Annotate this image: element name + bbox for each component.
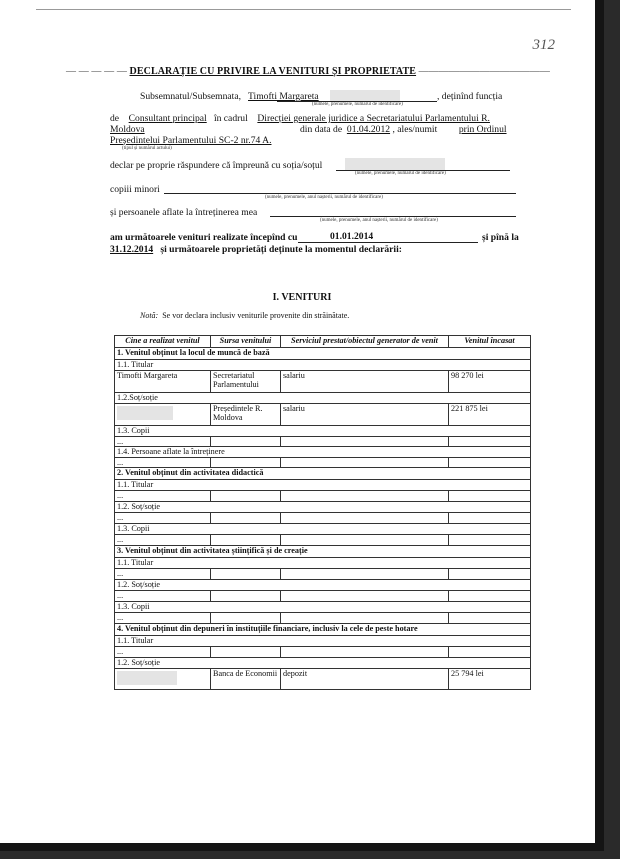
section-row: 4. Venitul obținut din depuneri în instituțiile financiare, inclusiv la cele de peste hotare bbox=[115, 624, 531, 636]
appointment-act: Președintelui Parlamentului SC-2 nr.74 A. bbox=[110, 135, 272, 146]
institution-value: Direcției generale juridice a Secretariatului Parlamentului R. bbox=[257, 113, 490, 124]
table-row: Președintele R. Moldova salariu 221 875 lei bbox=[115, 404, 531, 426]
appointment-line: Moldova bbox=[110, 124, 145, 135]
section-row: 3. Venitul obținut din activitatea științifică și de creație bbox=[115, 546, 531, 558]
position-value: Consultant principal bbox=[128, 113, 207, 124]
appointment-date: 01.04.2012 bbox=[346, 124, 391, 135]
redacted-name bbox=[117, 406, 173, 420]
period-to: 31.12.2014 bbox=[110, 244, 154, 255]
handwritten-page-number: 312 bbox=[532, 37, 555, 53]
section-row: 1. Venitul obținut la locul de muncă de bază bbox=[115, 348, 531, 360]
table-row: Timofti Margareta Secretariatul Parlamentului salariu 98 270 lei bbox=[115, 371, 531, 393]
section-row: 2. Venitul obținut din activitatea didactică bbox=[115, 468, 531, 480]
redacted-id bbox=[330, 90, 400, 101]
section-title: I. VENITURI bbox=[272, 292, 332, 303]
page-top-border bbox=[36, 9, 571, 10]
redacted-name bbox=[117, 671, 177, 685]
position-line: de Consultant principal în cadrul Direcției generale juridice a Secretariatului Parlamentului R. bbox=[110, 113, 490, 124]
table-header-row: Cine a realizat venitul Sursa venitului Serviciul prestat/obiectul generator de venit Venitul încasat bbox=[115, 336, 531, 348]
document-title: — — — — — DECLARAȚIE CU PRIVIRE LA VENITURI ȘI PROPRIETATE ————————————— bbox=[66, 66, 550, 77]
document-page: 312 — — — — — DECLARAȚIE CU PRIVIRE LA VENITURI ȘI PROPRIETATE ————————————— Subsemnatul/Subsemnata, Timofti Margareta , deținînd funcția (numele, prenumele, numărul de identificare) de Consultant principal în cadrul Direcției generale juridice a Secretariatului Parlamentului R. Moldova din data de 01.04.2012 , ales/numit prin Ordinul Președintelui Parlamentului SC-2 nr.74 A. (tipul și numărul actului) declar pe proprie răspundere că împreună cu soția/soțul (numele, prenumele, numărul de identificare) copiii minori (numele, prenumele, anul nașterii, numărul de identificare) și persoanele aflate la întreținerea mea (numele, prenumele, anul nașterii, numărul de identificare) am următoarele venituri realizate începînd cu 01.01.2014 și pînă la 31.12.2014 și următoarele proprietăți deținute la momentul declarării: I. VENITURI Notă: Se vor declara inclusiv veniturile provenite din străinătate. Cine a realizat venitul Sursa venitului Serviciul prestat/obiectul generator de venit Venitul încasat 1. Venitul obținut la locul de muncă de bază 1.1. Titular Timofti Margareta Secretariatul Parlamentului salariu 98 270 lei 1.2.Soț/soție Președintele R. Moldova salariu 221 875 lei 1.3. Copii ... 1.4. Persoane aflate la întreținere ... 2. Venitul obținut din activitatea didactică 1.1. Titular ... 1.2. Soț/soție ... 1.3. Copii ... 3. Venitul obținut din activitatea științifică și de creație 1.1. Titular ... 1.2. Soț/soție ... 1.3. Copii ... 4. Venitul obținut din depuneri în instituțiile financiare, inclusiv la cele de peste hotare 1.1. Titular ... 1.2. Soț/soție Banca de Economii depozit 25 794 lei bbox=[0, 0, 604, 851]
declarant-name: Timofti Margareta bbox=[248, 91, 319, 102]
redacted-spouse bbox=[345, 158, 445, 170]
income-table: Cine a realizat venitul Sursa venitului Serviciul prestat/obiectul generator de venit Venitul încasat 1. Venitul obținut la locul de muncă de bază 1.1. Titular Timofti Margareta Secretariatul Parlamentului salariu 98 270 lei 1.2.Soț/soție Președintele R. Moldova salariu 221 875 lei 1.3. Copii ... 1.4. Persoane aflate la întreținere ... 2. Venitul obținut din activitatea didactică 1.1. Titular ... 1.2. Soț/soție ... 1.3. Copii ... 3. Venitul obținut din activitatea științifică și de creație 1.1. Titular ... 1.2. Soț/soție ... 1.3. Copii ... 4. Venitul obținut din depuneri în instituțiile financiare, inclusiv la cele de peste hotare 1.1. Titular ... 1.2. Soț/soție Banca de Economii depozit 25 794 lei bbox=[114, 335, 531, 690]
nota: Notă: Se vor declara inclusiv veniturile provenite din străinătate. bbox=[140, 311, 350, 320]
declarant-line: Subsemnatul/Subsemnata, Timofti Margareta bbox=[140, 91, 319, 102]
table-row: Banca de Economii depozit 25 794 lei bbox=[115, 669, 531, 690]
period-from: 01.01.2014 bbox=[330, 231, 374, 242]
